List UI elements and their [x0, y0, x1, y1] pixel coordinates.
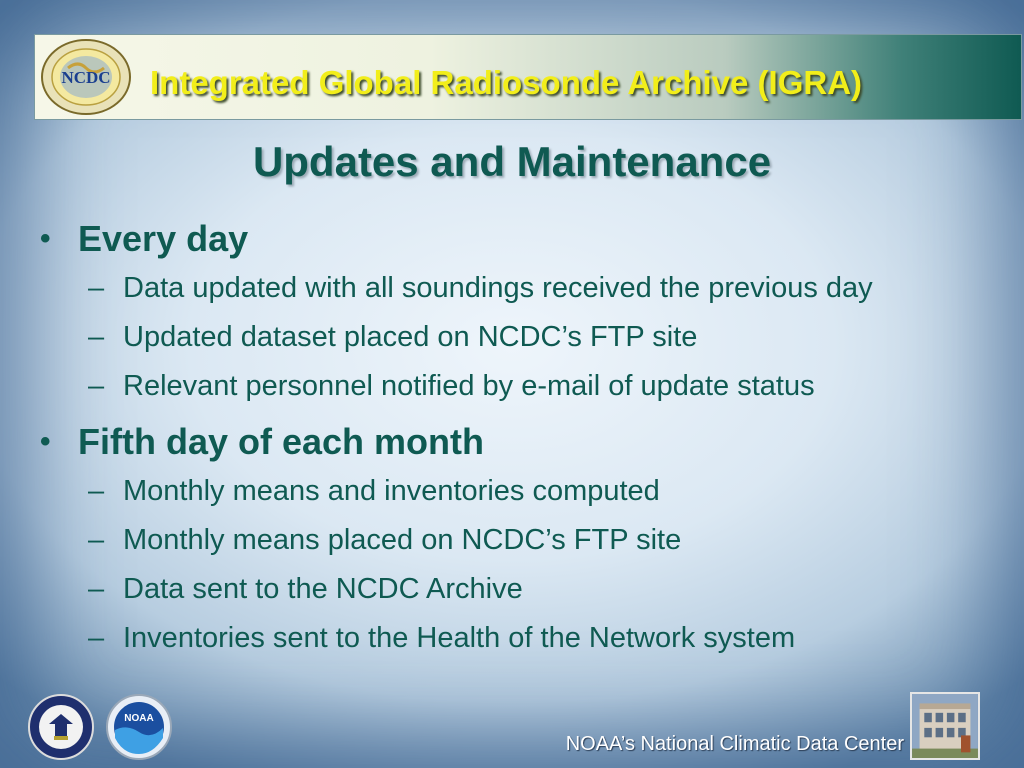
dash-icon: –	[88, 370, 105, 402]
sub-bullet	[40, 467, 1020, 516]
dash-icon: –	[88, 524, 105, 556]
building-photo-icon	[910, 692, 980, 760]
sub-bullet-text: Data sent to the NCDC Archive	[123, 573, 523, 605]
sub-bullet	[40, 565, 1020, 614]
sub-bullet	[40, 516, 1020, 565]
dash-icon: –	[88, 622, 105, 654]
sub-bullet	[40, 264, 1020, 313]
noaa-logo-icon	[106, 694, 172, 760]
svg-text:NCDC: NCDC	[61, 68, 111, 87]
sub-bullet-text: Monthly means placed on NCDC’s FTP site	[123, 524, 682, 556]
bullet-dot-icon: •	[40, 222, 51, 255]
dash-icon: –	[88, 272, 105, 304]
sub-bullet	[40, 362, 1020, 411]
dash-icon: –	[88, 475, 105, 507]
dept-of-commerce-seal-icon	[28, 694, 94, 760]
dash-icon: –	[88, 321, 105, 353]
svg-text:NOAA: NOAA	[124, 713, 154, 724]
ncdc-logo-icon	[40, 38, 132, 116]
sub-bullet-text: Data updated with all soundings received the previous day	[123, 272, 873, 304]
sub-bullet-text: Updated dataset placed on NCDC’s FTP site	[123, 321, 698, 353]
header-title: Integrated Global Radiosonde Archive (IGRA)	[150, 64, 863, 101]
dash-icon: –	[88, 573, 105, 605]
sub-bullet-text: Inventories sent to the Health of the Network system	[123, 622, 796, 654]
footer-text: NOAA’s National Climatic Data Center	[565, 733, 904, 755]
slide-title: Updates and Maintenance	[252, 138, 772, 185]
slide-content	[40, 214, 1020, 663]
sub-bullet-text: Relevant personnel notified by e-mail of update status	[123, 370, 815, 402]
bullet-heading	[40, 417, 1020, 467]
bullet-dot-icon: •	[40, 425, 51, 458]
sub-bullet	[40, 313, 1020, 362]
sub-bullet-text: Monthly means and inventories computed	[123, 475, 660, 507]
bullet-heading	[40, 214, 1020, 264]
bullet-heading-text: Every day	[78, 218, 249, 259]
sub-bullet	[40, 614, 1020, 663]
bullet-heading-text: Fifth day of each month	[78, 421, 485, 462]
